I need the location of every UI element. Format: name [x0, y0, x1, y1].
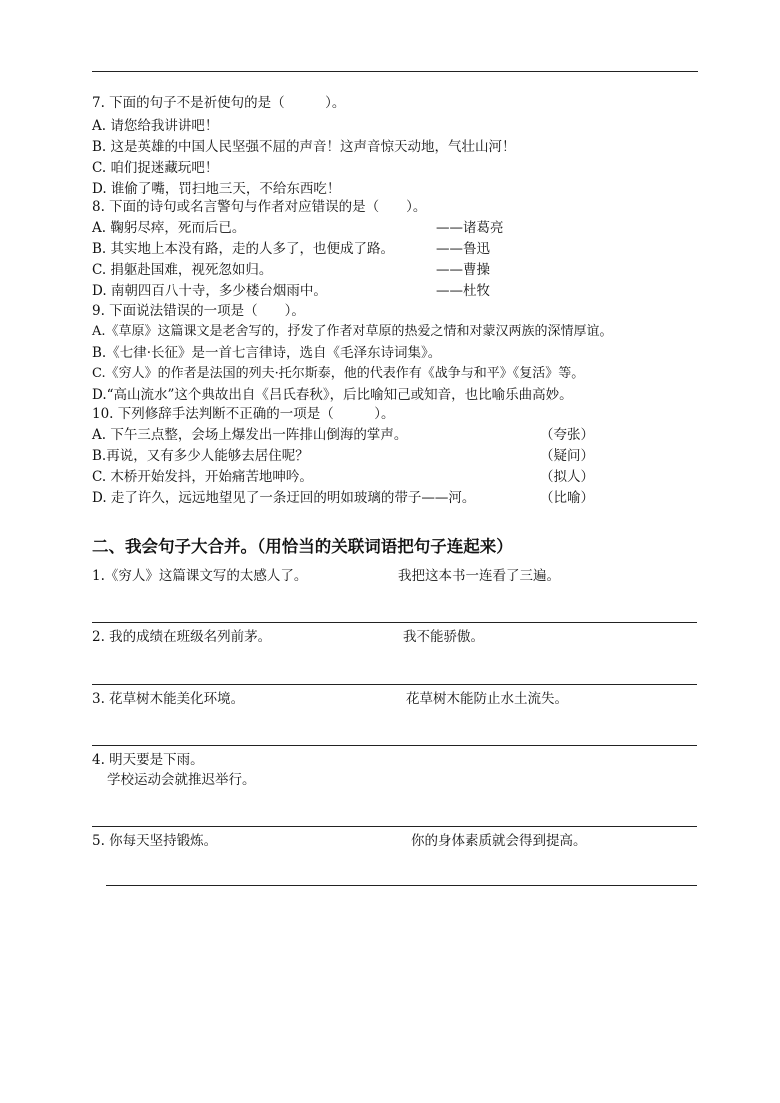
- q8-author-b: ——鲁迅: [436, 241, 490, 257]
- q9-option-b: B.《七律·长征》是一首七言律诗，选自《毛泽东诗词集》。: [92, 345, 442, 361]
- combine-3-right: 花草树木能防止水土流失。: [406, 691, 568, 707]
- combine-1-left: 1.《穷人》这篇课文写的太感人了。: [92, 568, 308, 584]
- combine-2-right: 我不能骄傲。: [403, 629, 484, 645]
- q10-option-d: D. 走了许久，远远地望见了一条迂回的明如玻璃的带子——河。: [92, 490, 476, 506]
- answer-line-1[interactable]: [92, 622, 697, 623]
- q10-tag-a: （夸张）: [540, 427, 594, 443]
- q8-author-c: ——曹操: [436, 262, 490, 278]
- q9-option-d: D.“高山流水”这个典故出自《吕氏春秋》，后比喻知己或知音，也比喻乐曲高妙。: [92, 387, 573, 403]
- q9-option-a: A.《草原》这篇课文是老舍写的，抒发了作者对草原的热爱之情和对蒙汉两族的深情厚谊。: [92, 324, 613, 339]
- q8-option-c: C. 捐躯赴国难，视死忽如归。: [92, 262, 273, 278]
- q10-tag-b: （疑问）: [540, 448, 594, 464]
- q7-option-a: A. 请您给我讲讲吧！: [92, 118, 219, 134]
- q10-stem: 10. 下列修辞手法判断不正确的一项是（ ）。: [92, 406, 395, 422]
- q8-option-d: D. 南朝四百八十寺，多少楼台烟雨中。: [92, 283, 327, 299]
- combine-1-right: 我把这本书一连看了三遍。: [398, 568, 560, 584]
- q7-option-c: C. 咱们捉迷藏玩吧！: [92, 160, 219, 176]
- combine-2-left: 2. 我的成绩在班级名列前茅。: [92, 629, 272, 645]
- answer-line-4[interactable]: [92, 826, 697, 827]
- section-title: 二、我会句子大合并。（用恰当的关联词语把句子连起来）: [92, 537, 513, 556]
- q10-option-a: A. 下午三点整，会场上爆发出一阵排山倒海的掌声。: [92, 427, 408, 443]
- combine-4-left: 4. 明天要是下雨。: [92, 752, 204, 768]
- combine-4-right: 学校运动会就推迟举行。: [107, 772, 256, 788]
- q10-tag-d: （比喻）: [540, 490, 594, 506]
- q8-author-a: ——诸葛亮: [436, 220, 504, 236]
- q9-option-c: C.《穷人》的作者是法国的列夫·托尔斯泰，他的代表作有《战争与和平》《复活》等。: [92, 366, 585, 381]
- q9-stem: 9. 下面说法错误的一项是（ ）。: [92, 303, 305, 319]
- q8-author-d: ——杜牧: [436, 283, 490, 299]
- q8-option-a: A. 鞠躬尽瘁，死而后已。: [92, 220, 246, 236]
- q7-option-d: D. 谁偷了嘴，罚扫地三天，不给东西吃！: [92, 181, 341, 197]
- combine-3-left: 3. 花草树木能美化环境。: [92, 691, 245, 707]
- answer-line-3[interactable]: [92, 745, 697, 746]
- q10-option-b: B.再说，又有多少人能够去居住呢？: [92, 448, 309, 464]
- q8-option-b: B. 其实地上本没有路，走的人多了，也便成了路。: [92, 241, 395, 257]
- q7-stem: 7. 下面的句子不是祈使句的是（ ）。: [92, 95, 346, 111]
- q8-stem: 8. 下面的诗句或名言警句与作者对应错误的是（ ）。: [92, 199, 427, 215]
- answer-line-5[interactable]: [106, 885, 697, 886]
- combine-5-left: 5. 你每天坚持锻炼。: [92, 833, 218, 849]
- q10-tag-c: （拟人）: [540, 469, 594, 485]
- q10-option-c: C. 木桥开始发抖，开始痛苦地呻吟。: [92, 469, 313, 485]
- q7-option-b: B. 这是英雄的中国人民坚强不屈的声音！这声音惊天动地，气壮山河！: [92, 139, 516, 155]
- header-rule: [92, 71, 698, 72]
- answer-line-2[interactable]: [92, 684, 697, 685]
- combine-5-right: 你的身体素质就会得到提高。: [411, 833, 587, 849]
